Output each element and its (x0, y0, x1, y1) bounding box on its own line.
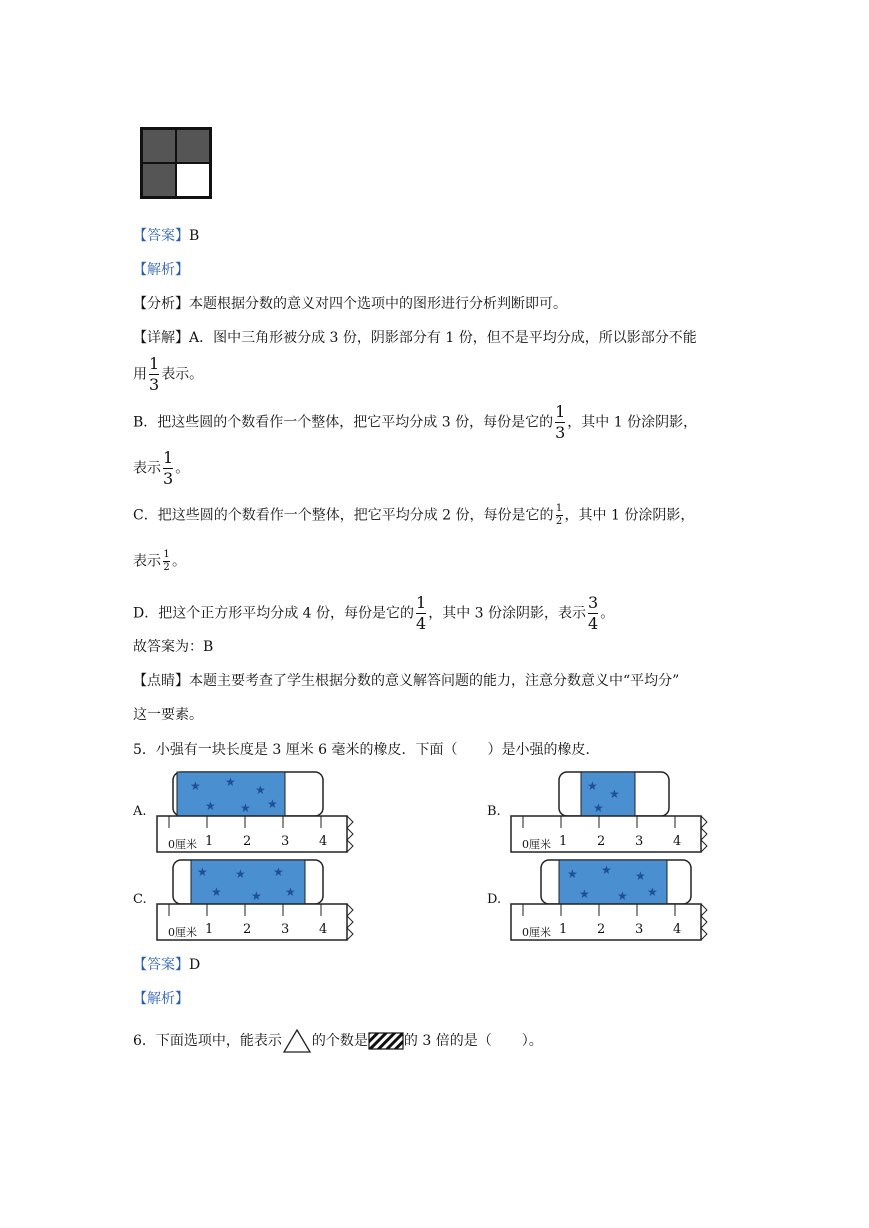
svg-text:★: ★ (579, 887, 590, 901)
option-label: A. (133, 804, 147, 819)
svg-text:★: ★ (587, 779, 598, 793)
fraction-one-quarter (416, 595, 426, 632)
q5-text-pre: 5．小强有一块长度是 3 厘米 6 毫米的橡皮．下面（ (133, 742, 458, 758)
ruler-unit: 0厘米 (522, 926, 551, 939)
detail-a2-pre: 用 (133, 366, 147, 383)
ruler-tick-label: 4 (673, 922, 682, 937)
q6-text-post: 的 3 倍的是（ (403, 1033, 492, 1049)
svg-text:★: ★ (617, 889, 628, 903)
ruler-unit: 0厘米 (168, 838, 197, 851)
ruler-tick-label: 1 (559, 922, 568, 937)
frac-num: 1 (555, 503, 563, 514)
detail-d-pre: D．把这个正方形平均分成 4 份，每份是它的 (133, 605, 415, 622)
detail-line-c2 (133, 550, 186, 573)
analysis-text: 本题根据分数的意义对四个选项中的图形进行分析判断即可。 (189, 296, 567, 312)
svg-text:★: ★ (190, 779, 201, 793)
option-label: B. (487, 804, 501, 819)
q5-text-post: ）是小强的橡皮． (487, 742, 600, 758)
svg-text:★: ★ (285, 885, 296, 899)
detail-b2-pre: 表示 (133, 460, 161, 477)
answer-tag: 【答案】 (133, 228, 189, 244)
ruler-tick-label: 1 (205, 834, 214, 849)
ruler-tick-label: 3 (635, 834, 644, 849)
frac-den: 2 (555, 516, 563, 527)
svg-text:★: ★ (235, 867, 246, 881)
svg-text:★: ★ (635, 869, 646, 883)
detail-b1-post: ，其中 1 份涂阴影， (567, 414, 698, 431)
detail-line-a2 (133, 356, 203, 393)
detail-c2-post: 。 (172, 553, 186, 570)
detail-line-c1 (133, 504, 694, 527)
detail-d-post: 。 (600, 605, 615, 622)
ruler-tick-label: 1 (559, 834, 568, 849)
square-cell-blank (176, 163, 210, 197)
ruler-tick-label: 2 (597, 834, 606, 849)
ruler-unit: 0厘米 (522, 838, 551, 851)
frac-num: 1 (416, 593, 427, 612)
detail-b2-post: 。 (175, 460, 190, 477)
ruler-tick-label: 2 (243, 834, 252, 849)
frac-num: 1 (163, 549, 170, 560)
ruler-tick-label: 4 (319, 922, 328, 937)
frac-den: 4 (588, 614, 599, 633)
detail-c1-post: ，其中 1 份涂阴影， (564, 507, 695, 524)
detail-a2-post: 表示。 (161, 366, 204, 383)
svg-text:★: ★ (601, 863, 612, 877)
answer-value: D (189, 957, 201, 973)
answer-value: B (189, 228, 200, 244)
q6-text-pre: 6．下面选项中，能表示 (133, 1033, 282, 1049)
svg-text:★: ★ (273, 865, 284, 879)
answer-line (133, 226, 199, 246)
svg-text:★: ★ (240, 801, 251, 815)
frac-den: 3 (555, 423, 566, 442)
frac-den: 4 (416, 614, 427, 633)
svg-text:★: ★ (647, 885, 658, 899)
dianjing-tag: 【点睛】 (133, 673, 189, 689)
ruler-tick-label: 2 (243, 922, 252, 937)
detail-d-mid: ，其中 3 份涂阴影，表示 (428, 605, 587, 622)
square-cell-shaded (142, 129, 176, 163)
dianjing-text: 本题主要考查了学生根据分数的意义解答问题的能力，注意分数意义中“平均分” (189, 673, 680, 689)
ruler-tick-label: 3 (635, 922, 644, 937)
ruler-tick-label: 4 (319, 834, 328, 849)
detail-line-d (133, 595, 614, 632)
svg-text:★: ★ (609, 787, 620, 801)
detail-c1-pre: C．把这些圆的个数看作一个整体，把它平均分成 2 份，每份是它的 (133, 507, 554, 524)
analysis-tag: 【分析】 (133, 296, 189, 312)
ruler-tick-label: 3 (281, 834, 290, 849)
detail-b1-pre: B．把这些圆的个数看作一个整体，把它平均分成 3 份，每份是它的 (133, 414, 554, 431)
answer-tag: 【答案】 (133, 957, 189, 973)
frac-den: 2 (163, 562, 170, 573)
dianjing-line2: 这一要素。 (133, 707, 203, 723)
ruler-tick-label: 2 (597, 922, 606, 937)
analysis-line (133, 294, 567, 314)
option-a[interactable] (133, 768, 373, 858)
svg-text:★: ★ (225, 775, 236, 789)
dianjing-line1 (133, 671, 679, 691)
hatched-rectangle-icon (368, 1032, 404, 1050)
svg-text:★: ★ (205, 799, 216, 813)
detail-tag: 【详解】 (133, 330, 189, 346)
frac-num: 3 (588, 593, 599, 612)
option-label: D. (487, 892, 502, 907)
fraction-one-half (163, 550, 170, 573)
option-label: C. (133, 892, 147, 907)
detail-line-a1 (133, 328, 697, 348)
svg-text:★: ★ (251, 889, 262, 903)
svg-text:★: ★ (567, 867, 578, 881)
ruler-tick-label: 3 (281, 922, 290, 937)
frac-num: 1 (555, 402, 566, 421)
square-cell-shaded (176, 129, 210, 163)
q5-text (133, 740, 600, 760)
svg-text:★: ★ (255, 783, 266, 797)
ruler-tick-label: 1 (205, 922, 214, 937)
fraction-one-half (556, 504, 563, 527)
jiexi-tag: 【解析】 (133, 262, 189, 278)
q6-text (133, 1028, 543, 1054)
q6-text-mid: 的个数是 (311, 1033, 368, 1049)
detail-c2-pre: 表示 (133, 553, 161, 570)
q6-text-end: ）。 (521, 1033, 543, 1049)
option-d[interactable] (487, 856, 727, 946)
fraction-three-quarter (588, 595, 598, 632)
frac-den: 3 (163, 469, 174, 488)
frac-num: 1 (163, 448, 174, 467)
detail-line-b1 (133, 404, 697, 441)
square-figure (140, 127, 212, 199)
jiexi-tag: 【解析】 (133, 991, 189, 1007)
svg-text:★: ★ (593, 801, 604, 815)
svg-text:★: ★ (211, 885, 222, 899)
ruler-unit: 0厘米 (168, 926, 197, 939)
fraction-one-third (163, 450, 173, 487)
option-c[interactable] (133, 856, 373, 946)
svg-text:★: ★ (267, 797, 278, 811)
fraction-one-third (149, 356, 159, 393)
option-b[interactable] (487, 768, 727, 858)
conclusion: 故答案为：B (133, 639, 214, 655)
answer-line (133, 955, 200, 975)
square-cell-shaded (142, 163, 176, 197)
svg-text:★: ★ (197, 865, 208, 879)
detail-line-b2 (133, 450, 189, 487)
ruler-tick-label: 4 (673, 834, 682, 849)
frac-den: 3 (149, 375, 160, 394)
fraction-one-third (555, 404, 565, 441)
triangle-icon (282, 1028, 312, 1054)
frac-num: 1 (149, 354, 160, 373)
detail-a-text: A．图中三角形被分成 3 份，阴影部分有 1 份，但不是平均分成，所以影部分不能 (189, 330, 697, 346)
